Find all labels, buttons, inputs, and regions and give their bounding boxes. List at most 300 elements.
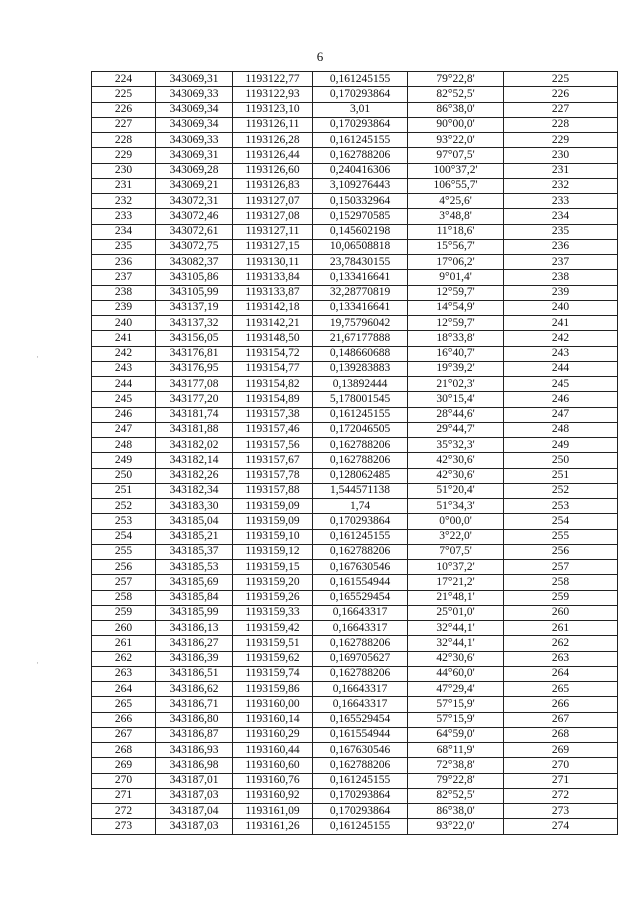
x-coordinate-cell: 343186,39 [156, 651, 233, 666]
point-to-cell: 230 [504, 148, 618, 163]
point-to-cell: 238 [504, 270, 618, 285]
distance-cell: 3,01 [313, 102, 408, 117]
distance-cell: 0,169705627 [313, 651, 408, 666]
direction-angle-cell: 18°33,8' [408, 331, 504, 346]
x-coordinate-cell: 343082,37 [156, 255, 233, 270]
y-coordinate-cell: 1193157,78 [233, 468, 313, 483]
y-coordinate-cell: 1193159,15 [233, 560, 313, 575]
direction-angle-cell: 57°15,9' [408, 712, 504, 727]
point-from-cell: 224 [92, 72, 156, 87]
y-coordinate-cell: 1193160,60 [233, 758, 313, 773]
distance-cell: 0,161245155 [313, 773, 408, 788]
x-coordinate-cell: 343187,01 [156, 773, 233, 788]
x-coordinate-cell: 343181,88 [156, 422, 233, 437]
point-to-cell: 267 [504, 712, 618, 727]
point-from-cell: 262 [92, 651, 156, 666]
x-coordinate-cell: 343072,75 [156, 239, 233, 254]
y-coordinate-cell: 1193159,51 [233, 636, 313, 651]
table-row [92, 285, 618, 300]
y-coordinate-cell: 1193122,77 [233, 72, 313, 87]
distance-cell: 0,161245155 [313, 407, 408, 422]
point-to-cell: 228 [504, 117, 618, 132]
direction-angle-cell: 0°00,0' [408, 514, 504, 529]
y-coordinate-cell: 1193127,07 [233, 194, 313, 209]
point-from-cell: 234 [92, 224, 156, 239]
y-coordinate-cell: 1193159,12 [233, 544, 313, 559]
y-coordinate-cell: 1193126,83 [233, 178, 313, 193]
direction-angle-cell: 106°55,7' [408, 178, 504, 193]
distance-cell: 0,161245155 [313, 819, 408, 834]
x-coordinate-cell: 343072,46 [156, 209, 233, 224]
distance-cell: 0,162788206 [313, 758, 408, 773]
point-to-cell: 268 [504, 727, 618, 742]
table-row [92, 224, 618, 239]
y-coordinate-cell: 1193126,44 [233, 148, 313, 163]
y-coordinate-cell: 1193157,38 [233, 407, 313, 422]
point-from-cell: 236 [92, 255, 156, 270]
point-to-cell: 269 [504, 743, 618, 758]
direction-angle-cell: 72°38,8' [408, 758, 504, 773]
distance-cell: 0,162788206 [313, 148, 408, 163]
distance-cell: 0,13892444 [313, 377, 408, 392]
point-from-cell: 240 [92, 316, 156, 331]
y-coordinate-cell: 1193157,46 [233, 422, 313, 437]
direction-angle-cell: 42°30,6' [408, 453, 504, 468]
point-from-cell: 268 [92, 743, 156, 758]
point-from-cell: 246 [92, 407, 156, 422]
point-to-cell: 227 [504, 102, 618, 117]
direction-angle-cell: 82°52,5' [408, 87, 504, 102]
y-coordinate-cell: 1193161,26 [233, 819, 313, 834]
direction-angle-cell: 11°18,6' [408, 224, 504, 239]
direction-angle-cell: 93°22,0' [408, 133, 504, 148]
direction-angle-cell: 17°06,2' [408, 255, 504, 270]
y-coordinate-cell: 1193157,88 [233, 483, 313, 498]
point-to-cell: 272 [504, 788, 618, 803]
y-coordinate-cell: 1193160,76 [233, 773, 313, 788]
x-coordinate-cell: 343182,26 [156, 468, 233, 483]
y-coordinate-cell: 1193161,09 [233, 804, 313, 819]
point-to-cell: 241 [504, 316, 618, 331]
table-row [92, 804, 618, 819]
point-to-cell: 261 [504, 621, 618, 636]
x-coordinate-cell: 343156,05 [156, 331, 233, 346]
point-from-cell: 269 [92, 758, 156, 773]
table-row [92, 682, 618, 697]
point-from-cell: 245 [92, 392, 156, 407]
point-to-cell: 262 [504, 636, 618, 651]
distance-cell: 23,78430155 [313, 255, 408, 270]
y-coordinate-cell: 1193127,15 [233, 239, 313, 254]
distance-cell: 0,128062485 [313, 468, 408, 483]
direction-angle-cell: 19°39,2' [408, 361, 504, 376]
direction-angle-cell: 12°59,7' [408, 285, 504, 300]
point-to-cell: 235 [504, 224, 618, 239]
point-from-cell: 254 [92, 529, 156, 544]
table-row [92, 544, 618, 559]
table-row [92, 560, 618, 575]
x-coordinate-cell: 343137,19 [156, 300, 233, 315]
x-coordinate-cell: 343176,95 [156, 361, 233, 376]
direction-angle-cell: 64°59,0' [408, 727, 504, 742]
point-to-cell: 233 [504, 194, 618, 209]
x-coordinate-cell: 343187,04 [156, 804, 233, 819]
point-to-cell: 270 [504, 758, 618, 773]
direction-angle-cell: 32°44,1' [408, 621, 504, 636]
y-coordinate-cell: 1193159,20 [233, 575, 313, 590]
table-row [92, 407, 618, 422]
x-coordinate-cell: 343069,33 [156, 133, 233, 148]
distance-cell: 0,165529454 [313, 712, 408, 727]
point-to-cell: 240 [504, 300, 618, 315]
direction-angle-cell: 4°25,6' [408, 194, 504, 209]
coordinates-table [91, 71, 618, 835]
table-row [92, 453, 618, 468]
x-coordinate-cell: 343182,02 [156, 438, 233, 453]
y-coordinate-cell: 1193160,29 [233, 727, 313, 742]
x-coordinate-cell: 343186,87 [156, 727, 233, 742]
point-to-cell: 237 [504, 255, 618, 270]
table-row [92, 758, 618, 773]
distance-cell: 10,06508818 [313, 239, 408, 254]
direction-angle-cell: 82°52,5' [408, 788, 504, 803]
point-from-cell: 247 [92, 422, 156, 437]
distance-cell: 0,161245155 [313, 133, 408, 148]
distance-cell: 0,161554944 [313, 727, 408, 742]
distance-cell: 0,162788206 [313, 438, 408, 453]
point-from-cell: 230 [92, 163, 156, 178]
direction-angle-cell: 21°02,3' [408, 377, 504, 392]
y-coordinate-cell: 1193142,21 [233, 316, 313, 331]
point-to-cell: 274 [504, 819, 618, 834]
distance-cell: 0,170293864 [313, 514, 408, 529]
direction-angle-cell: 68°11,9' [408, 743, 504, 758]
direction-angle-cell: 30°15,4' [408, 392, 504, 407]
distance-cell: 1,544571138 [313, 483, 408, 498]
table-row [92, 514, 618, 529]
table-row [92, 163, 618, 178]
x-coordinate-cell: 343069,31 [156, 72, 233, 87]
distance-cell: 1,74 [313, 499, 408, 514]
distance-cell: 0,152970585 [313, 209, 408, 224]
distance-cell: 0,16643317 [313, 605, 408, 620]
table-row [92, 499, 618, 514]
direction-angle-cell: 51°34,3' [408, 499, 504, 514]
y-coordinate-cell: 1193159,86 [233, 682, 313, 697]
x-coordinate-cell: 343185,53 [156, 560, 233, 575]
distance-cell: 0,150332964 [313, 194, 408, 209]
y-coordinate-cell: 1193148,50 [233, 331, 313, 346]
y-coordinate-cell: 1193160,00 [233, 697, 313, 712]
x-coordinate-cell: 343185,84 [156, 590, 233, 605]
table-row [92, 575, 618, 590]
distance-cell: 0,133416641 [313, 270, 408, 285]
table-row [92, 377, 618, 392]
x-coordinate-cell: 343105,86 [156, 270, 233, 285]
point-from-cell: 272 [92, 804, 156, 819]
point-to-cell: 259 [504, 590, 618, 605]
y-coordinate-cell: 1193154,82 [233, 377, 313, 392]
y-coordinate-cell: 1193159,33 [233, 605, 313, 620]
x-coordinate-cell: 343187,03 [156, 788, 233, 803]
point-to-cell: 251 [504, 468, 618, 483]
distance-cell: 0,170293864 [313, 117, 408, 132]
point-from-cell: 226 [92, 102, 156, 117]
point-to-cell: 234 [504, 209, 618, 224]
point-from-cell: 231 [92, 178, 156, 193]
x-coordinate-cell: 343176,81 [156, 346, 233, 361]
table-row [92, 438, 618, 453]
point-from-cell: 261 [92, 636, 156, 651]
x-coordinate-cell: 343069,34 [156, 117, 233, 132]
point-from-cell: 258 [92, 590, 156, 605]
table-row [92, 605, 618, 620]
y-coordinate-cell: 1193122,93 [233, 87, 313, 102]
y-coordinate-cell: 1193159,74 [233, 666, 313, 681]
point-to-cell: 229 [504, 133, 618, 148]
point-from-cell: 256 [92, 560, 156, 575]
direction-angle-cell: 28°44,6' [408, 407, 504, 422]
point-to-cell: 225 [504, 72, 618, 87]
distance-cell: 0,16643317 [313, 621, 408, 636]
point-to-cell: 242 [504, 331, 618, 346]
point-to-cell: 252 [504, 483, 618, 498]
x-coordinate-cell: 343183,30 [156, 499, 233, 514]
table-row [92, 392, 618, 407]
point-from-cell: 242 [92, 346, 156, 361]
table-row [92, 422, 618, 437]
y-coordinate-cell: 1193159,42 [233, 621, 313, 636]
y-coordinate-cell: 1193127,08 [233, 209, 313, 224]
point-to-cell: 246 [504, 392, 618, 407]
direction-angle-cell: 3°22,0' [408, 529, 504, 544]
point-to-cell: 273 [504, 804, 618, 819]
x-coordinate-cell: 343186,62 [156, 682, 233, 697]
y-coordinate-cell: 1193142,18 [233, 300, 313, 315]
table-row [92, 178, 618, 193]
distance-cell: 0,145602198 [313, 224, 408, 239]
x-coordinate-cell: 343069,21 [156, 178, 233, 193]
point-to-cell: 253 [504, 499, 618, 514]
distance-cell: 32,28770819 [313, 285, 408, 300]
point-from-cell: 248 [92, 438, 156, 453]
point-to-cell: 239 [504, 285, 618, 300]
y-coordinate-cell: 1193160,92 [233, 788, 313, 803]
distance-cell: 0,16643317 [313, 697, 408, 712]
point-to-cell: 245 [504, 377, 618, 392]
distance-cell: 0,172046505 [313, 422, 408, 437]
point-from-cell: 235 [92, 239, 156, 254]
point-to-cell: 257 [504, 560, 618, 575]
table-row [92, 590, 618, 605]
distance-cell: 0,139283883 [313, 361, 408, 376]
table-row [92, 666, 618, 681]
table-row [92, 87, 618, 102]
scan-mark: · [36, 352, 39, 362]
direction-angle-cell: 86°38,0' [408, 804, 504, 819]
point-from-cell: 239 [92, 300, 156, 315]
table-row [92, 209, 618, 224]
direction-angle-cell: 9°01,4' [408, 270, 504, 285]
direction-angle-cell: 44°60,0' [408, 666, 504, 681]
y-coordinate-cell: 1193157,67 [233, 453, 313, 468]
point-to-cell: 226 [504, 87, 618, 102]
x-coordinate-cell: 343105,99 [156, 285, 233, 300]
x-coordinate-cell: 343072,61 [156, 224, 233, 239]
direction-angle-cell: 97°07,5' [408, 148, 504, 163]
direction-angle-cell: 17°21,2' [408, 575, 504, 590]
distance-cell: 3,109276443 [313, 178, 408, 193]
y-coordinate-cell: 1193160,14 [233, 712, 313, 727]
point-from-cell: 260 [92, 621, 156, 636]
point-from-cell: 273 [92, 819, 156, 834]
point-from-cell: 233 [92, 209, 156, 224]
table-row [92, 468, 618, 483]
direction-angle-cell: 79°22,8' [408, 773, 504, 788]
x-coordinate-cell: 343185,04 [156, 514, 233, 529]
point-to-cell: 265 [504, 682, 618, 697]
point-from-cell: 237 [92, 270, 156, 285]
y-coordinate-cell: 1193130,11 [233, 255, 313, 270]
x-coordinate-cell: 343186,80 [156, 712, 233, 727]
distance-cell: 0,170293864 [313, 87, 408, 102]
scan-mark: · [36, 658, 39, 668]
y-coordinate-cell: 1193133,87 [233, 285, 313, 300]
point-from-cell: 243 [92, 361, 156, 376]
point-from-cell: 263 [92, 666, 156, 681]
point-from-cell: 229 [92, 148, 156, 163]
y-coordinate-cell: 1193127,11 [233, 224, 313, 239]
page-number: 6 [316, 49, 324, 64]
table-row [92, 346, 618, 361]
x-coordinate-cell: 343069,28 [156, 163, 233, 178]
point-from-cell: 232 [92, 194, 156, 209]
table-row [92, 529, 618, 544]
x-coordinate-cell: 343186,93 [156, 743, 233, 758]
direction-angle-cell: 57°15,9' [408, 697, 504, 712]
distance-cell: 0,148660688 [313, 346, 408, 361]
x-coordinate-cell: 343072,31 [156, 194, 233, 209]
direction-angle-cell: 86°38,0' [408, 102, 504, 117]
y-coordinate-cell: 1193126,11 [233, 117, 313, 132]
table-row [92, 117, 618, 132]
point-from-cell: 225 [92, 87, 156, 102]
table-row [92, 651, 618, 666]
distance-cell: 0,162788206 [313, 544, 408, 559]
table-row [92, 133, 618, 148]
direction-angle-cell: 10°37,2' [408, 560, 504, 575]
direction-angle-cell: 42°30,6' [408, 651, 504, 666]
x-coordinate-cell: 343185,21 [156, 529, 233, 544]
y-coordinate-cell: 1193126,28 [233, 133, 313, 148]
direction-angle-cell: 14°54,9' [408, 300, 504, 315]
distance-cell: 0,162788206 [313, 666, 408, 681]
table-row [92, 697, 618, 712]
distance-cell: 21,67177888 [313, 331, 408, 346]
x-coordinate-cell: 343181,74 [156, 407, 233, 422]
distance-cell: 0,162788206 [313, 636, 408, 651]
point-to-cell: 232 [504, 178, 618, 193]
direction-angle-cell: 21°48,1' [408, 590, 504, 605]
point-from-cell: 265 [92, 697, 156, 712]
direction-angle-cell: 35°32,3' [408, 438, 504, 453]
table-row [92, 621, 618, 636]
table-row [92, 255, 618, 270]
distance-cell: 0,170293864 [313, 788, 408, 803]
point-to-cell: 248 [504, 422, 618, 437]
direction-angle-cell: 79°22,8' [408, 72, 504, 87]
point-to-cell: 258 [504, 575, 618, 590]
point-to-cell: 256 [504, 544, 618, 559]
point-from-cell: 270 [92, 773, 156, 788]
point-to-cell: 263 [504, 651, 618, 666]
distance-cell: 5,178001545 [313, 392, 408, 407]
point-to-cell: 255 [504, 529, 618, 544]
point-to-cell: 271 [504, 773, 618, 788]
distance-cell: 0,167630546 [313, 743, 408, 758]
y-coordinate-cell: 1193159,26 [233, 590, 313, 605]
point-to-cell: 243 [504, 346, 618, 361]
y-coordinate-cell: 1193160,44 [233, 743, 313, 758]
point-from-cell: 266 [92, 712, 156, 727]
x-coordinate-cell: 343186,51 [156, 666, 233, 681]
table-row [92, 102, 618, 117]
direction-angle-cell: 15°56,7' [408, 239, 504, 254]
direction-angle-cell: 51°20,4' [408, 483, 504, 498]
x-coordinate-cell: 343177,20 [156, 392, 233, 407]
point-from-cell: 241 [92, 331, 156, 346]
table-row [92, 148, 618, 163]
x-coordinate-cell: 343186,13 [156, 621, 233, 636]
coordinates-table-body [92, 72, 618, 835]
x-coordinate-cell: 343186,27 [156, 636, 233, 651]
x-coordinate-cell: 343069,33 [156, 87, 233, 102]
point-to-cell: 244 [504, 361, 618, 376]
point-to-cell: 266 [504, 697, 618, 712]
table-row [92, 194, 618, 209]
direction-angle-cell: 12°59,7' [408, 316, 504, 331]
point-to-cell: 264 [504, 666, 618, 681]
direction-angle-cell: 32°44,1' [408, 636, 504, 651]
table-row [92, 316, 618, 331]
x-coordinate-cell: 343185,69 [156, 575, 233, 590]
distance-cell: 0,133416641 [313, 300, 408, 315]
x-coordinate-cell: 343187,03 [156, 819, 233, 834]
table-row [92, 788, 618, 803]
direction-angle-cell: 100°37,2' [408, 163, 504, 178]
x-coordinate-cell: 343069,31 [156, 148, 233, 163]
table-row [92, 300, 618, 315]
direction-angle-cell: 93°22,0' [408, 819, 504, 834]
y-coordinate-cell: 1193154,72 [233, 346, 313, 361]
distance-cell: 0,16643317 [313, 682, 408, 697]
table-row [92, 819, 618, 834]
distance-cell: 0,240416306 [313, 163, 408, 178]
x-coordinate-cell: 343185,37 [156, 544, 233, 559]
point-to-cell: 231 [504, 163, 618, 178]
direction-angle-cell: 90°00,0' [408, 117, 504, 132]
direction-angle-cell: 16°40,7' [408, 346, 504, 361]
point-from-cell: 255 [92, 544, 156, 559]
y-coordinate-cell: 1193123,10 [233, 102, 313, 117]
x-coordinate-cell: 343177,08 [156, 377, 233, 392]
point-from-cell: 252 [92, 499, 156, 514]
distance-cell: 19,75796042 [313, 316, 408, 331]
distance-cell: 0,167630546 [313, 560, 408, 575]
table-row [92, 331, 618, 346]
table-row [92, 270, 618, 285]
x-coordinate-cell: 343069,34 [156, 102, 233, 117]
